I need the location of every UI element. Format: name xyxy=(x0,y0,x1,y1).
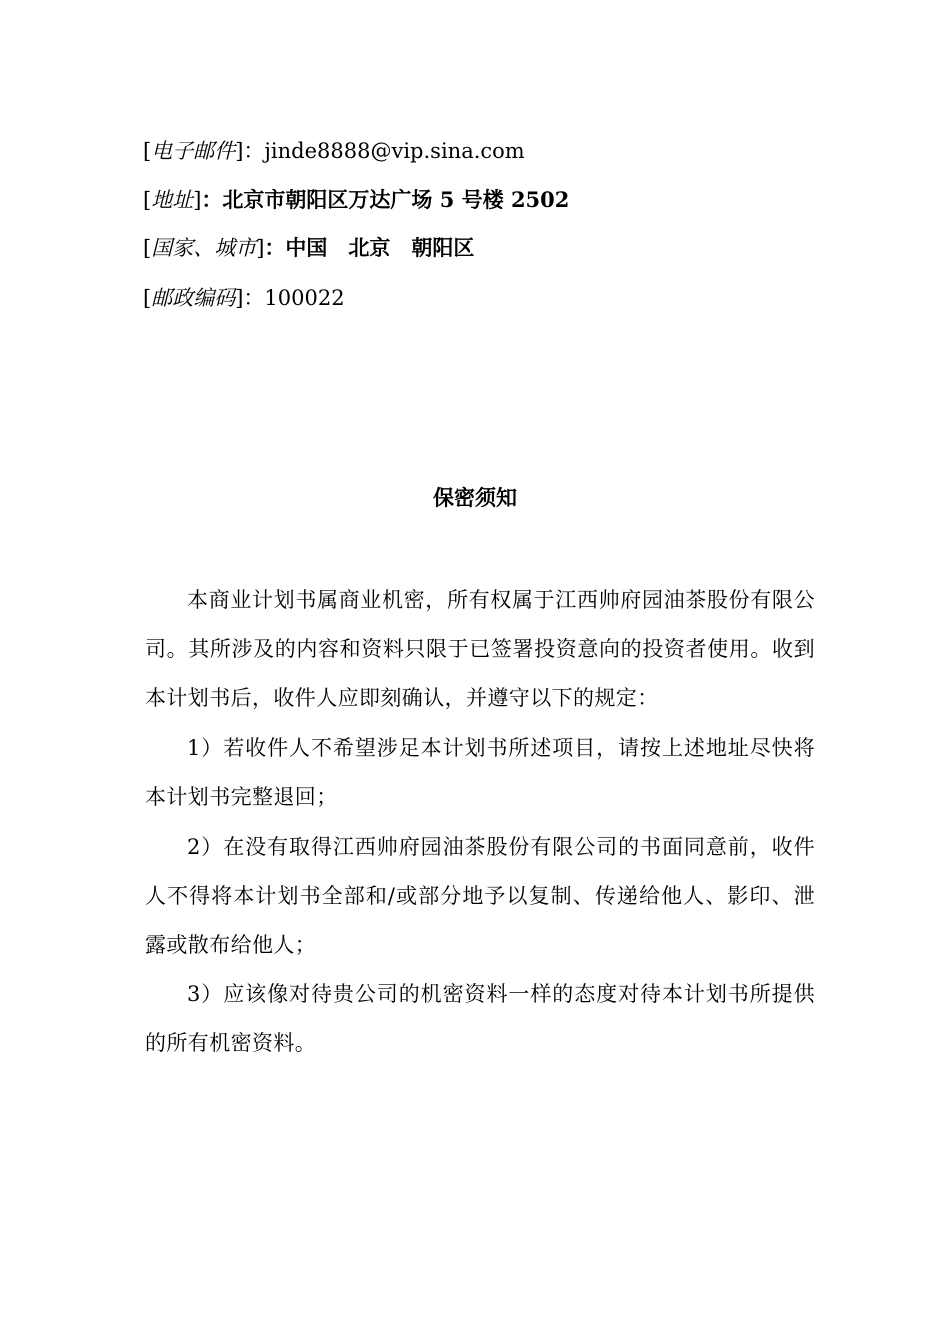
postcode-line: [邮政编码]：100022 xyxy=(143,286,345,310)
email-line: [电子邮件]：jinde8888@vip.sina.com xyxy=(143,139,525,163)
postcode-value: ：100022 xyxy=(243,286,345,310)
postcode-label: 邮政编码 xyxy=(151,286,236,310)
country-city-line: [国家、城市]：中国 北京 朝阳区 xyxy=(143,235,475,260)
notice-item-2: 2）在没有取得江西帅府园油茶股份有限公司的书面同意前，收件人不得将本计划书全部和/或部分地予以复制、传递给他人、影印、泄露或散布给他人； xyxy=(145,835,815,957)
notice-title: 保密须知 xyxy=(433,485,517,510)
email-value: ：jinde8888@vip.sina.com xyxy=(243,139,525,163)
country-city-label: 国家、城市 xyxy=(151,236,257,260)
notice-item-1: 1）若收件人不希望涉足本计划书所述项目，请按上述地址尽快将本计划书完整退回； xyxy=(145,736,815,809)
address-value: ：北京市朝阳区万达广场 5 号楼 2502 xyxy=(201,187,570,212)
notice-item-3: 3）应该像对待贵公司的机密资料一样的态度对待本计划书所提供的所有机密资料。 xyxy=(145,982,815,1055)
country-city-value: ：中国 北京 朝阳区 xyxy=(264,235,475,260)
email-label: 电子邮件 xyxy=(151,139,236,163)
address-line: [地址]：北京市朝阳区万达广场 5 号楼 2502 xyxy=(143,187,570,212)
address-label: 地址 xyxy=(151,188,194,212)
notice-intro-paragraph: 本商业计划书属商业机密，所有权属于江西帅府园油茶股份有限公司。其所涉及的内容和资料只限于已签署投资意向的投资者使用。收到本计划书后，收件人应即刻确认，并遵守以下的规定： xyxy=(145,588,815,710)
